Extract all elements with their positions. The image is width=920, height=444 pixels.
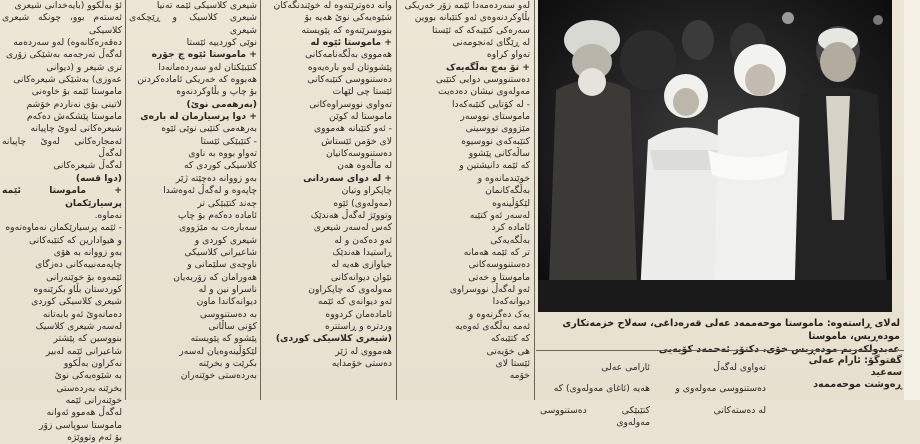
text-line: ئارامی عەلی <box>601 362 650 374</box>
text-line: لەسەر ئەو کتێبە <box>469 209 530 221</box>
text-line: لاتینی بۆی نەناردم خۆشم <box>26 98 122 110</box>
text-line: ماموستا و خەتی <box>468 271 530 283</box>
text-line: ناسراو نین و لە <box>198 283 257 295</box>
text-line: هەمووی لە ژێر <box>335 345 392 357</box>
text-line: تەواوی نووسراوەکانی <box>309 98 392 110</box>
text-line: دەستنووسی مەولەوی و <box>675 383 766 395</box>
text-line: ئێستا لای <box>495 357 530 369</box>
bottom-column-1 <box>540 353 650 428</box>
text-line: ناوچەی سلێمانی و <box>187 259 257 271</box>
text-line: (شیعری کلاسیکی کوردی) <box>275 333 392 345</box>
text-line: مەولەوی نیشان دەدەیت <box>438 86 530 98</box>
text-line: خوێنەرانی ئێمە <box>65 395 122 406</box>
text-line: + ماموستا ئێمە پرسیارێکمان <box>2 185 122 209</box>
text-line: نەماوە. <box>94 209 122 221</box>
text-line: تەواوی لەگەڵ <box>713 362 766 374</box>
text-line: لە ڕێگای ئەنجومەنی <box>452 37 530 49</box>
text-line: + ماموستا ئێوە چ جۆرە <box>151 49 257 61</box>
text-line: وتووێژ لەگەڵ هەندێک <box>310 209 392 221</box>
text-line: دیوانەکاندا ماون <box>196 296 257 308</box>
text-line: بەڵگەکانمان <box>485 185 530 197</box>
text-line: نێوان دیوانەکانی <box>330 271 392 283</box>
text-line: (بەرهەمی نوێ) <box>186 98 257 110</box>
text-line: شیعرەکانی لەوێ چاپیانە <box>30 123 122 135</box>
text-line: ئەمە بەڵگەی ئەوەیە <box>455 320 530 332</box>
column-divider <box>260 0 261 400</box>
text-line: سەرەکی کتێبەکە کە ئێستا <box>432 24 530 36</box>
text-line: ئێستا چی لێهات <box>332 86 392 98</box>
text-line: دەستنووسی دوایی کتێبی <box>435 74 530 86</box>
text-line: ئامادە کرد <box>491 222 530 234</box>
text-line: بۆ چاپ و بڵاوکردنەوە <box>176 86 257 98</box>
text-line: پێشووتان لەو بارەیەوە <box>307 61 392 73</box>
text-line: دەقەرەکانەوە) لەو سەردەمە <box>13 37 122 49</box>
text-line: لەو سەردەمەدا ئێمە زۆر خەریکی <box>404 0 530 11</box>
text-line: پێشوو کە پێویستە <box>190 333 257 345</box>
text-line: ماموستا سوپاسی زۆر <box>39 419 122 431</box>
text-line: وانە دەوترێتەوە لە خوێندنگەکان <box>273 0 392 11</box>
text-line: کۆنی ساڵانی <box>208 320 257 332</box>
photo-icon <box>538 0 892 312</box>
text-line: شیعری کلاسیکی کوردی <box>31 296 122 308</box>
text-line: بنووسین کە پێشتر <box>53 333 122 345</box>
text-line: و هیوادارین کە کتێبەکانی <box>28 234 122 246</box>
text-line: شیعری کلاسیک و ڕێچکەی شیعری <box>129 12 257 36</box>
text-line: لێکۆڵینەوەیان لەسەر <box>179 345 257 357</box>
text-line: هەبووە کە خەریکی ئامادەکردنن <box>137 74 257 86</box>
page-edge <box>904 0 920 400</box>
text-line: کە ئێمە دانیشتین و <box>459 160 530 172</box>
text-line: ماموستا لە کوێن <box>329 111 392 123</box>
text-line: بەو زووانە بە هۆی <box>53 246 122 258</box>
text-line: نەکراون بەڵکوو <box>63 357 122 369</box>
column-divider <box>534 0 535 400</box>
text-line: - کتێبێکی ئێستا <box>200 135 257 147</box>
text-line: ئۆ بەڵکوو (بایەخدانی شیعری <box>14 0 122 11</box>
text-line: دەستنووسەکانی <box>468 259 530 271</box>
text-line: ئامادەمان کردووە <box>325 308 392 320</box>
text-line: کتێبێکی دەستنووسی مەولەوی <box>540 404 650 428</box>
text-line: بەرهەمی کتێبی نوێی ئێوە <box>161 123 257 135</box>
text-line: ماموستای نووسەر <box>460 111 530 123</box>
text-line: بەڵگەیەکی <box>490 234 530 246</box>
text-line: کتێبێکتان لەو سەردەمانەدا <box>158 61 257 73</box>
text-line: لەسەر شیعری کلاسیک <box>35 320 122 332</box>
text-line: ئەستەم بوو، چونکە شیعری کلاسیکی <box>2 12 122 36</box>
text-line: کلاسیکی کوردی کە <box>183 160 257 172</box>
text-line: هی خۆیەتی <box>486 345 530 357</box>
text-line: ئێمەوە بۆ خوێنەرانی <box>46 271 122 283</box>
photo-caption <box>538 317 900 347</box>
text-line: لێکۆڵینەوە <box>492 197 530 209</box>
text-line: هەیە (ئاغای مەولەوی) کە <box>553 383 650 395</box>
text-line: مەولەوی کە چاپکراون <box>308 283 392 295</box>
text-line: ئەو دەکەن و لە <box>334 234 392 246</box>
text-line: - ئێمە پرسیارێکمان نەماوەتەوە <box>5 222 122 234</box>
text-line: بە شێوەیەکی نوێ <box>54 370 122 382</box>
text-line: شاعیرانی کلاسیکی <box>184 246 257 258</box>
text-line: ماموستا ئێمە بۆ خاوەنی <box>31 86 122 98</box>
text-line: لای خۆمن ئێستاش <box>321 135 392 147</box>
text-line: شێوەیەکی نوێ هەیە بۆ <box>304 12 392 24</box>
text-line: نوێی کوردییە ئێستا <box>186 37 257 49</box>
article-column-1 <box>2 0 122 444</box>
text-line: ئەو دیوانەی کە ئێمە <box>317 296 392 308</box>
text-line: لەگەڵ تەرجەمە بەشێکی زۆری <box>5 49 122 61</box>
text-line: بە دەستنووسی <box>199 308 257 320</box>
text-line: بەردەستی خوێنەران <box>180 370 257 382</box>
text-line: لە دەستەکانی <box>713 404 766 416</box>
column-divider <box>125 0 126 400</box>
text-line: لەگەڵ شیعرەکانی <box>53 160 122 172</box>
text-line: سەبارەت بە مێژووی <box>178 222 257 234</box>
text-line: مێژووی نووسینی <box>465 123 530 135</box>
text-line: (دوا قسە) <box>75 172 122 184</box>
group-photo <box>538 0 892 312</box>
text-line: تەواو بووە بە ناوی <box>188 148 257 160</box>
text-line: جیاوازی هەیە لە <box>331 259 392 271</box>
text-line: خوێندمانەوە و <box>477 172 530 184</box>
text-line: دەستنووسی کتێبەکانی <box>307 74 392 86</box>
text-line: بەو زووانە دەچێتە ژێر <box>175 172 257 184</box>
text-line: - لە کۆتایی کتێبەکەدا <box>451 98 530 110</box>
text-line: وردترە و ڕاستترە <box>325 320 392 332</box>
text-line: بخرێنە بەردەستی <box>56 382 122 394</box>
text-line: بکرێت و بخرێنە <box>198 357 257 369</box>
text-line: ئەمجارەکانی لەوێ چاپیانە لەگەڵ <box>2 135 122 160</box>
credit-line-2: ڕەوشت موحەممەد <box>813 379 902 390</box>
interview-credit <box>790 355 902 391</box>
text-line: کوردستان بڵاو بکرێنەوە <box>33 283 122 295</box>
section-divider <box>536 350 906 351</box>
text-line: کەس لەسەر شیعری <box>313 222 392 234</box>
text-line: شیعری کوردی و <box>194 234 257 246</box>
text-line: دەستی خۆمدایە <box>331 357 392 369</box>
text-line: + دوا پرسیارمان لە بارەی <box>140 111 257 123</box>
text-line: چاپکراو وتیان <box>341 185 392 197</box>
text-line: هەمووی بەڵگەنامەکانی <box>305 49 392 61</box>
text-line: لەگەڵ هەموو ئەوانە <box>46 407 122 419</box>
article-column-4 <box>400 0 530 400</box>
text-line: تری شیعر و (دیوانی <box>46 61 122 73</box>
text-line: ماموستا پێشکەش دەکەم <box>26 111 122 123</box>
text-line: + لە دوای سەردانی <box>303 172 392 184</box>
text-line: عەوزی) بەشێکی شیعرەکانی <box>13 74 122 86</box>
text-line: خۆمە <box>509 370 530 382</box>
text-line: چاپەوە و لەگەڵ ئەوەشدا <box>163 185 257 197</box>
bottom-column-2 <box>656 353 766 416</box>
text-line: ئامادە دەکەم بۆ چاپ <box>177 209 257 221</box>
text-line: (مەولەوی) ئێوە <box>333 197 392 209</box>
text-line: بۆ ئەم وتووێژە <box>67 432 122 444</box>
text-line: - ئەو کتێبانە هەمووی <box>313 123 392 135</box>
text-line: دەمانەوێ ئەو بابەتانە <box>42 308 122 320</box>
text-line: + ماموستا ئێوە لە <box>310 37 392 49</box>
text-line: شاعیرانی ئێمە لەبیر <box>45 345 122 357</box>
text-line: بنووسرێنەوە کە پێویستە <box>301 24 392 36</box>
text-line: یەک دەگرنەوە و <box>468 308 530 320</box>
text-line: تەواو کراوە <box>486 49 530 61</box>
text-line: تر کە ئێمە هەمانە <box>463 246 530 258</box>
text-line: چاپەمەنییەکانی دەزگای <box>35 259 122 271</box>
text-line: بڵاوکردنەوەی ئەو کتێبانە بووین <box>414 12 530 24</box>
column-divider <box>396 0 397 400</box>
caption-line-1: لەلای ڕاستەوە: ماموستا موحەممەد عەلی قەرەداغی، سەلاح خزمەتکاری مودەڕیس، ماموستا <box>562 318 900 342</box>
text-line: ساڵەکانی پێشوو <box>468 148 530 160</box>
article-column-3 <box>264 0 392 400</box>
text-line: هەورامان کە زۆربەیان <box>173 271 257 283</box>
text-line: کە کتێبەکە <box>490 333 530 345</box>
text-line: چەند کتێبێکی تر <box>197 197 257 209</box>
text-line: ڕاستیدا هەندێک <box>332 246 392 258</box>
article-column-2 <box>129 0 257 400</box>
text-line: کتێبەکەی نووسیوە <box>461 135 530 147</box>
text-line: شیعری کلاسیکی ئێمە تەنیا <box>156 0 257 11</box>
credit-line-1: گفتوگۆ: ئارام عەلی سەعید <box>808 355 902 378</box>
text-line: + تۆ بەچ بەڵگەیەک <box>446 61 530 73</box>
text-line: ئەو لەگەڵ نووسراوی <box>449 283 530 295</box>
text-line: دیوانەکەدا <box>492 296 530 308</box>
text-line: دەستنووسەکانیان <box>325 148 392 160</box>
text-line: لە ماڵەوە هەن <box>337 160 392 172</box>
